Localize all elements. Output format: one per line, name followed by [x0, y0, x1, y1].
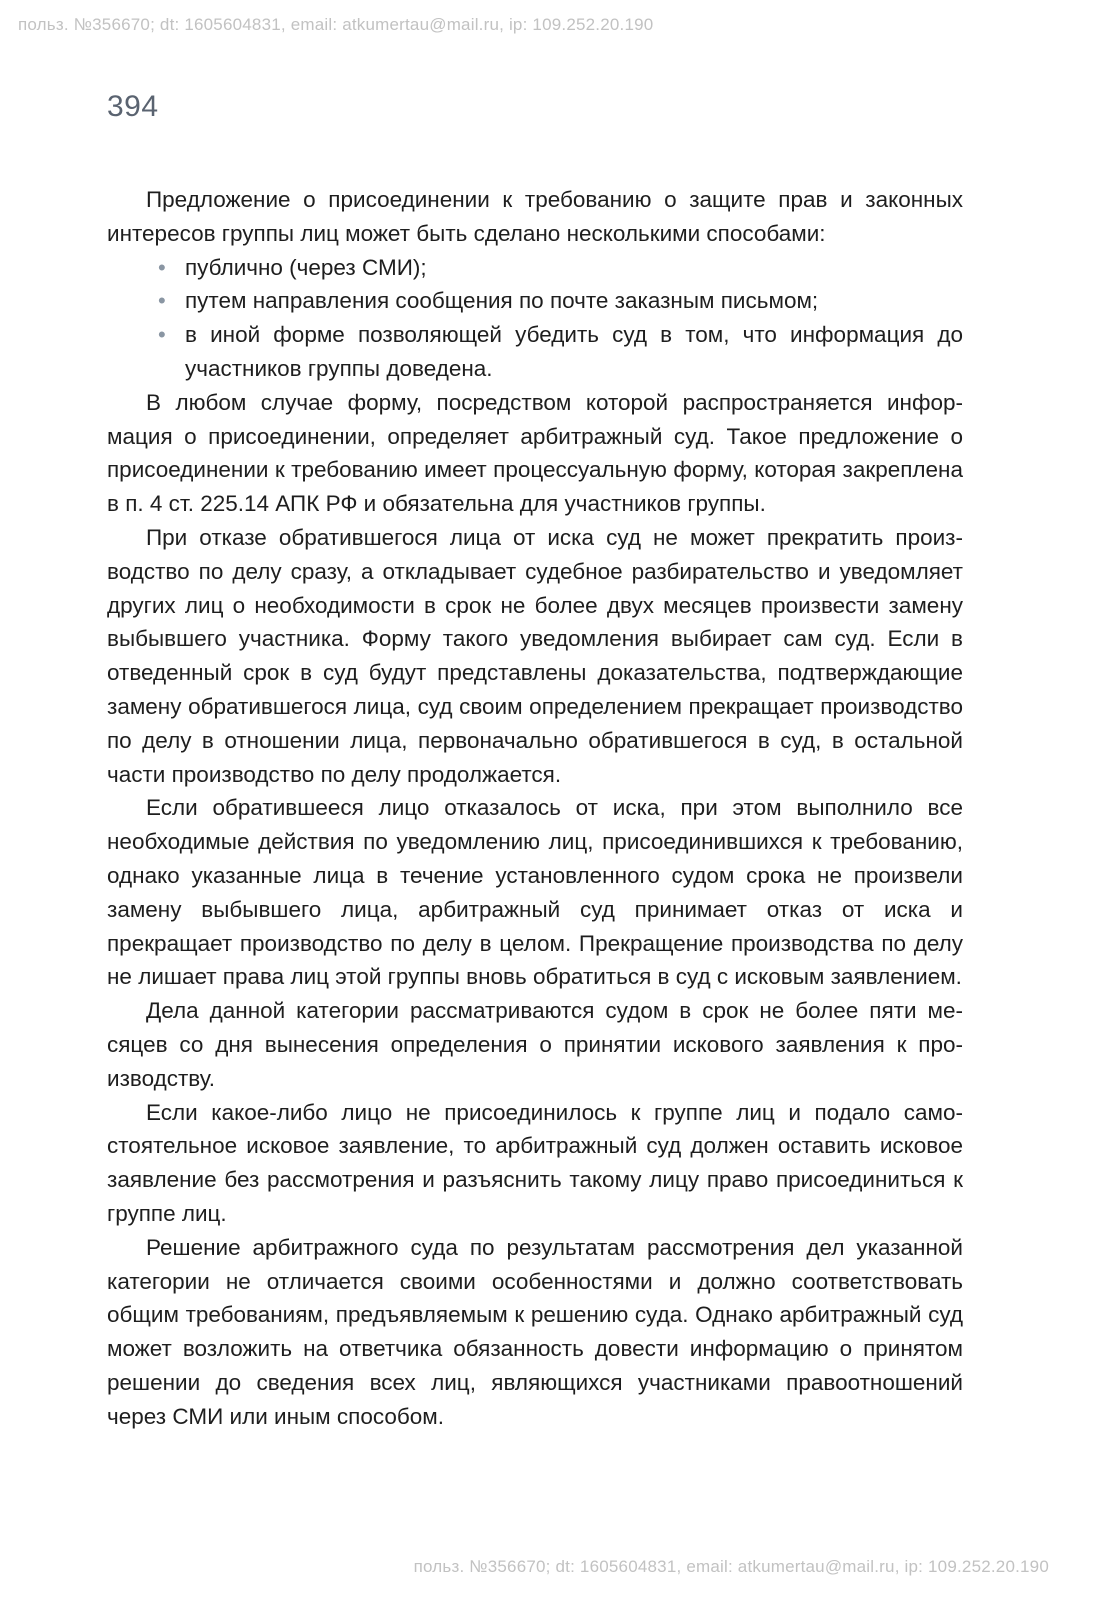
- paragraph: Если обратившееся лицо отказалось от иска, при этом выполнило все необходимые действия по уведомлению лиц, присоединившихся к требованию, однако указанные лица в течение установленного судом срока не произвели замену выбывшего лица, арбитражный суд принимает отказ от иска и прекращает производство по делу в целом. Прекращение производства по делу не лишает права лиц этой группы вновь обратиться в суд с исковым заявлением.: [107, 795, 963, 990]
- bullet-icon: •: [158, 254, 166, 280]
- list-item-text: в иной форме позволяющей убедить суд в том, что информация до участников группы доведена.: [185, 322, 963, 381]
- intro-paragraph: Предложение о присоединении к требованию о защите прав и законных интересов группы лиц может быть сделано несколькими способами:: [107, 187, 963, 246]
- paragraph: Решение арбитражного суда по результатам рассмотрения дел указанной категории не отличается своими особенностями и должно соответствовать общим требованиям, предъявляемым к решению суда. Однако арбитражный суд может возложить на ответчика обязанность довести информацию о принятом решении до сведения всех лиц, являющихся участниками правоотношений через СМИ или иным способом.: [107, 1234, 963, 1429]
- paragraph: В любом случае форму, посредством которой распространяется информация о присоединении, определяет арбитражный суд. Такое предложение о присоединении к требованию имеет процессуальную форму, которая закреплена в п. 4 ст. 225.14 АПК РФ и обязательна для участников группы.: [107, 389, 963, 517]
- paragraph: Дела данной категории рассматриваются судом в срок не более пяти месяцев со дня вынесения определения о принятии искового заявления к производству.: [107, 998, 963, 1091]
- list-item: [158, 318, 963, 386]
- list-item: [158, 251, 963, 285]
- methods-list: [107, 251, 963, 386]
- list-item-text: путем направления сообщения по почте заказным письмом;: [185, 288, 819, 314]
- page-body: [107, 183, 963, 1433]
- paragraph: При отказе обратившегося лица от иска суд не может прекратить производство по делу сразу, а откладывает судебное разбирательство и уведомляет других лиц о необходимости в срок не более двух месяцев произвести замену выбывшего участника. Форму такого уведомления выбирает сам суд. Если в отведенный срок в суд будут представлены доказательства, подтверждающие замену обратившегося лица, суд своим определением прекращает производство по делу в отношении лица, первоначально обратившегося в суд, в остальной части производство по делу продолжается.: [107, 524, 963, 787]
- paragraph: Если какое-либо лицо не присоединилось к группе лиц и подало самостоятельное исковое заявление, то арбитражный суд должен оставить исковое заявление без рассмотрения и разъяснить такому лицу право присоединиться к группе лиц.: [107, 1099, 963, 1226]
- bullet-icon: •: [158, 322, 166, 348]
- watermark-top: польз. №356670; dt: 1605604831, email: atkumertau@mail.ru, ip: 109.252.20.190: [18, 15, 654, 34]
- bullet-icon: •: [158, 288, 166, 314]
- list-item-text: публично (через СМИ);: [185, 254, 427, 280]
- list-item: [158, 284, 963, 318]
- watermark-bottom: польз. №356670; dt: 1605604831, email: atkumertau@mail.ru, ip: 109.252.20.190: [413, 1557, 1049, 1576]
- page-number: 394: [107, 90, 159, 123]
